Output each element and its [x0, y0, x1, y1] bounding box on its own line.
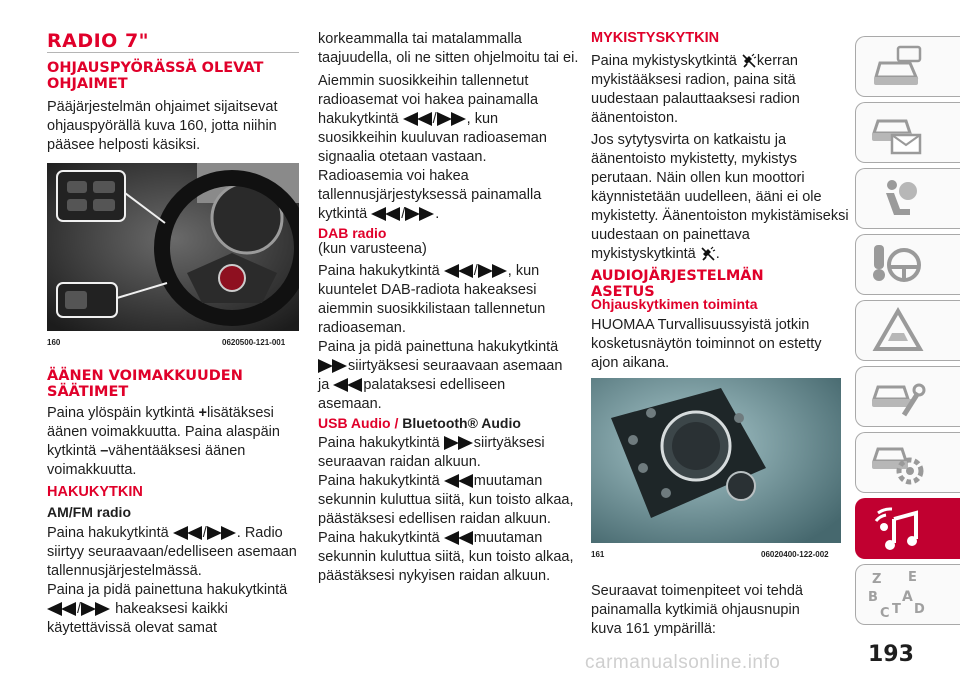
tab-technical-data[interactable]	[855, 432, 960, 493]
paragraph-line: radioasemat voi hakea painamalla	[318, 92, 539, 108]
figure-161-code: 06020400-122-002	[761, 550, 829, 559]
paragraph-line: äänentoisto mykistetty, mykistys	[591, 151, 798, 167]
figure-160-code: 0620500-121-001	[222, 338, 286, 347]
seek-back-icon	[444, 531, 474, 545]
paragraph-line: käynnistetään uudelleen, ääni ei ole	[591, 189, 822, 205]
paragraph-line: Paina ja pidä painettuna hakukytkintä	[318, 339, 559, 355]
slash: /	[401, 206, 406, 222]
paragraph-line: uudestaan palauttaaksesi radion	[591, 91, 800, 107]
index-letter: B	[868, 590, 878, 605]
seek-forward-icon	[207, 526, 237, 540]
tab-starting-driving[interactable]	[855, 234, 960, 295]
text: Paina mykistyskytkintä	[591, 53, 737, 69]
seek-forward-icon	[437, 112, 467, 126]
paragraph-line: sekunnin kuluttua siitä, kun toisto alkaa,	[318, 549, 574, 565]
paragraph-line: mykistetty. Äänentoiston mykistämiseksi	[591, 208, 849, 224]
paragraph-line	[318, 434, 545, 452]
bluetooth-audio-label: Bluetooth® Audio	[402, 415, 521, 431]
paragraph-line: mykistääksesi radion, paina sitä	[591, 72, 796, 88]
control-knob-image	[591, 378, 841, 543]
paragraph-line	[47, 600, 228, 618]
text: .	[435, 206, 440, 222]
text: muutaman	[473, 530, 543, 546]
paragraph-line	[591, 52, 798, 70]
figure-160-steering-wheel	[47, 163, 299, 331]
paragraph-line: Seuraavat toimenpiteet voi tehdä	[591, 583, 803, 599]
text: , kun	[466, 111, 499, 127]
paragraph-line: päästäksesi edellisen raidan alkuun.	[318, 511, 551, 527]
paragraph-line: perutaan. Näin ollen kun moottori	[591, 170, 805, 186]
steering-wheel-image	[47, 163, 299, 331]
paragraph-line: painamalla kytkimiä ohjausnupin	[591, 602, 800, 618]
paragraph-line: radioaseman.	[318, 320, 406, 336]
text: hakukytkintä	[318, 111, 399, 127]
section-title-volume: ÄÄNEN VOIMAKKUUDEN SÄÄTIMET	[47, 368, 243, 400]
paragraph-line: taajuudella, oli ne sitten ohjelmoitu tai ei.	[318, 50, 579, 66]
usb-audio-label: USB Audio /	[318, 415, 399, 431]
seek-back-icon	[333, 378, 363, 392]
seek-back-icon	[47, 602, 77, 616]
wrench-car-icon	[870, 373, 926, 421]
paragraph-line: käytettävissä olevat samat	[47, 620, 218, 636]
paragraph-line: asemaan.	[318, 396, 382, 412]
page-number: 193	[868, 642, 914, 667]
paragraph-line: Radioasemia voi hakea	[318, 168, 469, 184]
paragraph-line	[318, 472, 542, 490]
text: vähentääksesi äänen	[108, 443, 246, 459]
page-title: RADIO 7"	[47, 30, 150, 52]
steering-wheel-key-icon	[870, 241, 926, 289]
text: Paina hakukytkintä	[318, 263, 440, 279]
text: mykistyskytkintä	[591, 246, 696, 262]
text: hakeaksesi kaikki	[115, 601, 228, 617]
paragraph-line	[47, 404, 274, 422]
paragraph-line: Pääjärjestelmän ohjaimet sijaitsevat	[47, 99, 278, 115]
seek-forward-icon	[81, 602, 111, 616]
section-title-audio-settings: AUDIOJÄRJESTELMÄN ASETUS	[591, 268, 764, 300]
mute-icon	[741, 53, 757, 69]
paragraph-line: tallennusjärjestelmässä.	[47, 563, 202, 579]
text: muutaman	[473, 473, 543, 489]
text: , kun	[507, 263, 540, 279]
text: palataksesi edelliseen	[363, 377, 506, 393]
text: Paina hakukytkintä	[47, 525, 169, 541]
index-letter: D	[914, 602, 925, 617]
mute-icon	[700, 246, 716, 262]
airbag-seat-icon	[870, 175, 926, 223]
watermark: carmanualsonline.info	[585, 652, 781, 673]
section-title-dab: DAB radio	[318, 225, 387, 241]
paragraph-line: kosketusnäytön toiminnot on estetty	[591, 336, 822, 352]
text: siirtyäksesi seuraavaan asemaan	[348, 358, 563, 374]
seek-forward-icon	[444, 436, 474, 450]
gear-car-icon	[870, 439, 926, 487]
paragraph-line: HUOMAA Turvallisuussyistä jotkin	[591, 317, 810, 333]
paragraph-line: signaalia otetaan vastaan.	[318, 149, 487, 165]
seek-back-icon	[173, 526, 203, 540]
slash: /	[77, 601, 82, 617]
plus-symbol: +	[198, 405, 207, 421]
text: ja	[318, 377, 330, 393]
seek-back-icon	[371, 207, 401, 221]
paragraph-line: korkeammalla tai matalammalla	[318, 31, 522, 47]
text: Paina ylöspäin kytkintä	[47, 405, 195, 421]
paragraph-line: aiemmin suosikkilistaan tallennetun	[318, 301, 546, 317]
paragraph-line: tallennusjärjestyksessä painamalla	[318, 187, 542, 203]
text: lisätäksesi	[207, 405, 274, 421]
paragraph-line: päästäksesi nykyisen raidan alkuun.	[318, 568, 551, 584]
index-letter: A	[902, 589, 913, 605]
paragraph-line: kuva 161 ympärillä:	[591, 621, 716, 637]
paragraph-line	[591, 245, 720, 263]
minus-symbol: –	[100, 443, 109, 459]
text: Paina hakukytkintä	[318, 435, 440, 451]
tab-emergency[interactable]	[855, 300, 960, 361]
paragraph-line: voimakkuutta.	[47, 462, 137, 478]
tab-maintenance[interactable]	[855, 366, 960, 427]
seek-forward-icon	[478, 264, 508, 278]
seek-back-icon	[444, 264, 474, 278]
text: siirtyäksesi	[473, 435, 545, 451]
index-letters-icon	[868, 569, 928, 621]
section-title-steering-controls: OHJAUSPYÖRÄSSÄ OLEVAT OHJAIMET	[47, 60, 264, 92]
paragraph-line: ajon aikana.	[591, 355, 670, 371]
tab-safety[interactable]	[855, 168, 960, 229]
car-envelope-icon	[870, 109, 926, 157]
paragraph-line	[318, 205, 439, 223]
section-title-seek: HAKUKYTKIN	[47, 484, 143, 500]
paragraph-line	[318, 262, 539, 280]
seek-back-icon	[444, 474, 474, 488]
paragraph-line	[318, 529, 542, 547]
paragraph-line: sekunnin kuluttua siitä, kun toisto alkaa,	[318, 492, 574, 508]
index-letter: C	[880, 606, 890, 621]
text: kerran	[756, 53, 798, 69]
text: .	[715, 246, 720, 262]
seek-back-icon	[403, 112, 433, 126]
paragraph-line: Aiemmin suosikkeihin tallennetut	[318, 73, 529, 89]
tab-multimedia[interactable]	[855, 498, 960, 559]
paragraph-line: seuraavan raidan alkuun.	[318, 454, 481, 470]
text: kytkintä	[47, 443, 97, 459]
paragraph-line: kuuntelet DAB-radiota hakeaksesi	[318, 282, 537, 298]
paragraph-line	[47, 524, 283, 542]
seek-forward-icon	[318, 359, 348, 373]
text: kytkintä	[318, 206, 368, 222]
section-title-mute: MYKISTYSKYTKIN	[591, 30, 720, 46]
paragraph-line	[47, 442, 245, 460]
paragraph-line: (kun varusteena)	[318, 241, 427, 257]
tab-messages[interactable]	[855, 102, 960, 163]
paragraph-line: Paina ja pidä painettuna hakukytkintä	[47, 582, 288, 598]
radio-note-icon	[870, 505, 926, 553]
paragraph-line: Jos sytytysvirta on katkaistu ja	[591, 132, 787, 148]
paragraph-line: suosikkeihin kuuluvan radioaseman	[318, 130, 547, 146]
tab-dashboard[interactable]	[855, 36, 960, 97]
warning-car-icon	[870, 307, 926, 355]
seek-forward-icon	[405, 207, 435, 221]
index-letter: E	[908, 570, 917, 585]
title-rule	[47, 52, 299, 53]
text: Paina hakukytkintä	[318, 530, 440, 546]
section-title-usb-bluetooth	[318, 415, 521, 431]
paragraph-line: pääsee helposti käsiksi.	[47, 137, 201, 153]
paragraph-line	[318, 110, 498, 128]
text: Paina hakukytkintä	[318, 473, 440, 489]
slash: /	[432, 111, 437, 127]
subtitle-control-switch: Ohjauskytkimen toiminta	[591, 296, 758, 312]
paragraph-line	[318, 376, 505, 394]
paragraph-line: siirtyy seuraavaan/edelliseen asemaan	[47, 544, 297, 560]
paragraph-line: ohjauspyörällä kuva 160, jotta niihin	[47, 118, 277, 134]
slash: /	[473, 263, 478, 279]
index-letter: Z	[872, 572, 882, 587]
figure-161-number: 161	[591, 550, 605, 559]
figure-160-number: 160	[47, 338, 61, 347]
paragraph-line: äänentoiston.	[591, 110, 679, 126]
car-dashboard-icon	[870, 43, 926, 91]
slash: /	[202, 525, 207, 541]
text: . Radio	[236, 525, 283, 541]
paragraph-line: äänen voimakkuutta. Paina alaspäin	[47, 424, 280, 440]
figure-161-control-knob	[591, 378, 841, 543]
index-letter: T	[892, 602, 901, 617]
subtitle-am-fm: AM/FM radio	[47, 504, 131, 520]
tab-index[interactable]	[855, 564, 960, 625]
paragraph-line	[318, 357, 562, 375]
paragraph-line: uudestaan on painettava	[591, 227, 750, 243]
